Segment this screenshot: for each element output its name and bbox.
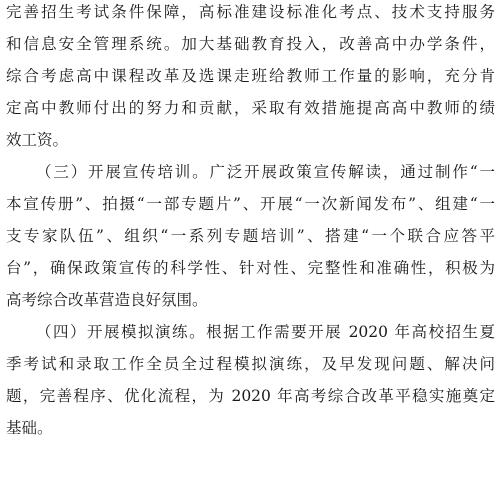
paragraph-line: 综合考虑高中课程改革及选课走班给教师工作量的影响，充分肯 <box>6 67 495 85</box>
paragraph-line: 台”，确保政策宣传的科学性、针对性、完整性和准确性，积极为 <box>6 259 495 277</box>
paragraph-line: 效工资。 <box>6 131 69 149</box>
paragraph-line: 季考试和录取工作全员全过程模拟演练，及早发现问题、解决问 <box>6 355 495 373</box>
section-heading-line: （三）开展宣传培训。广泛开展政策宣传解读，通过制作“一 <box>36 163 495 181</box>
paragraph-line: 本宣传册”、拍摄“一部专题片”、开展“一次新闻发布”、组建“一 <box>6 195 495 213</box>
paragraph-line: 支专家队伍”、组织“一系列专题培训”、搭建“一个联合应答平 <box>6 227 495 245</box>
paragraph-line: 题，完善程序、优化流程，为 2020 年高考综合改革平稳实施奠定 <box>6 387 495 405</box>
paragraph-line: 高考综合改革营造良好氛围。 <box>6 291 208 309</box>
paragraph-line: 和信息安全管理系统。加大基础教育投入，改善高中办学条件， <box>6 35 495 53</box>
paragraph-line: 基础。 <box>6 419 53 437</box>
paragraph-line: 定高中教师付出的努力和贡献，采取有效措施提高高中教师的绩 <box>6 99 495 117</box>
section-heading-line: （四）开展模拟演练。根据工作需要开展 2020 年高校招生夏 <box>36 323 495 341</box>
paragraph-line: 完善招生考试条件保障，高标准建设标准化考点、技术支持服务 <box>6 3 495 21</box>
